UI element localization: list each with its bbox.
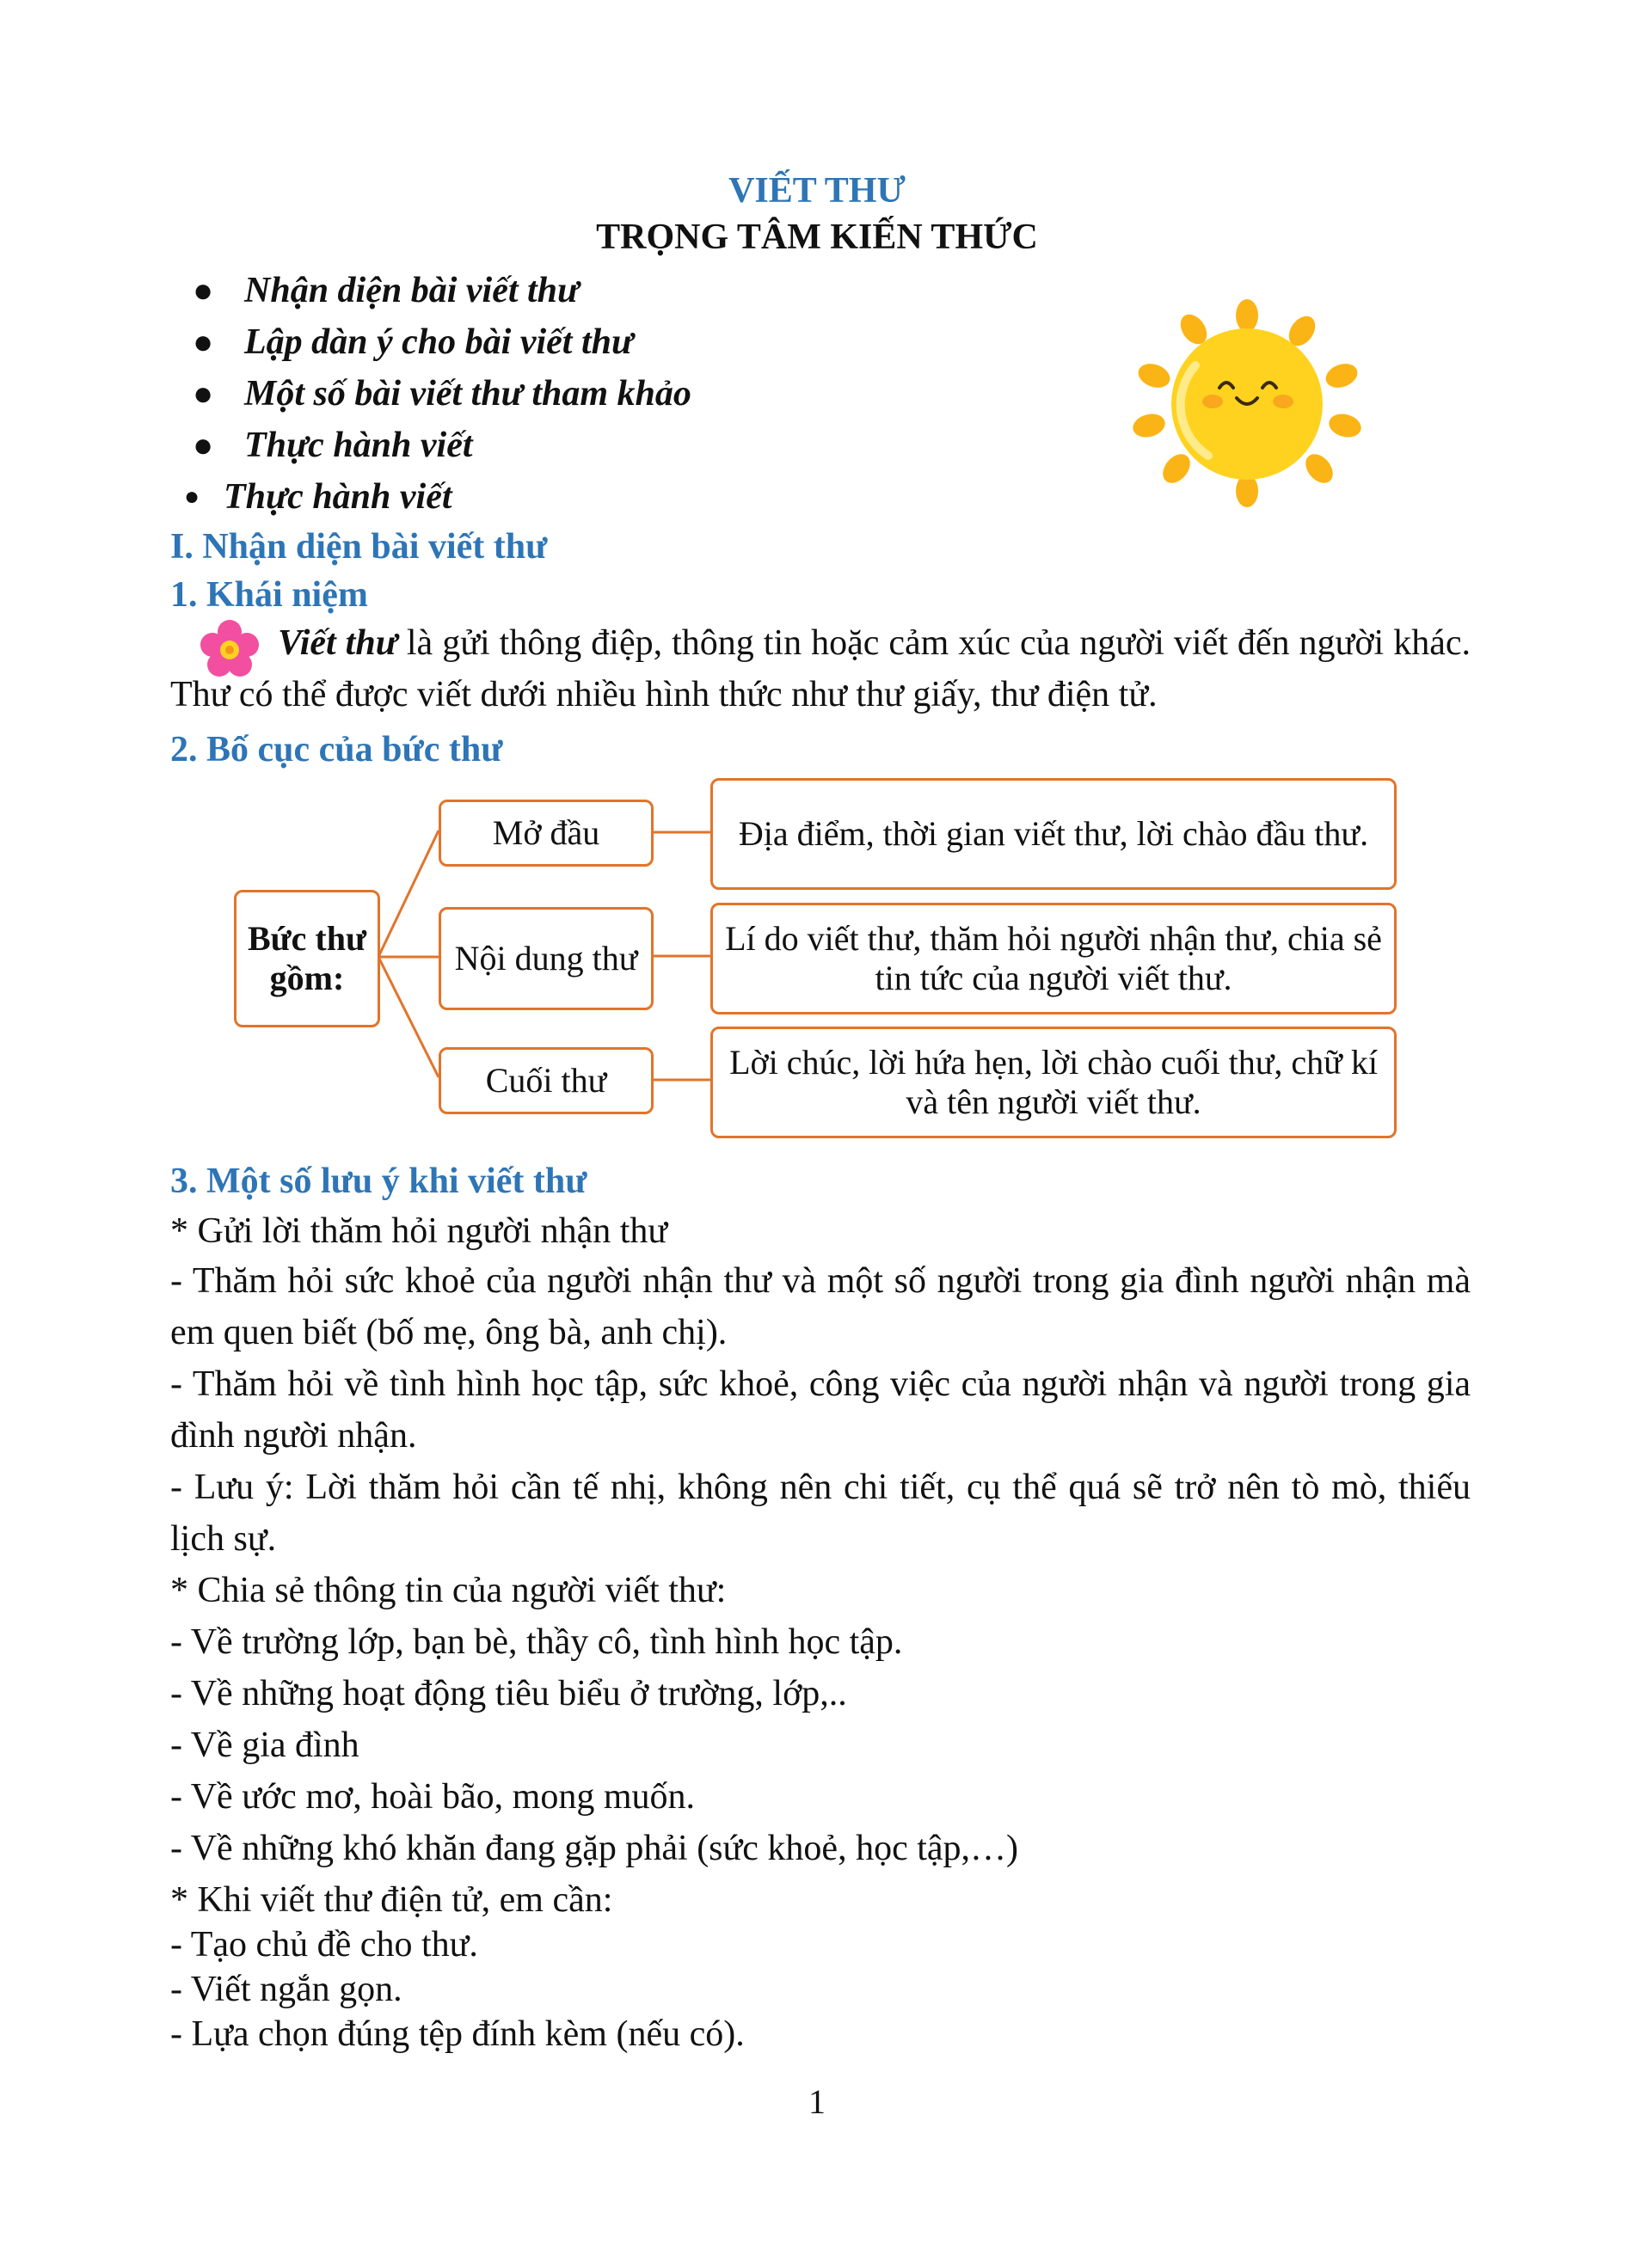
- diagram-part-body: Nội dung thư: [439, 907, 654, 1010]
- bullet-icon: ●: [193, 374, 214, 413]
- section-heading: I. Nhận diện bài viết thư: [170, 527, 548, 567]
- bullet-icon: ●: [193, 322, 214, 361]
- page-subtitle: TRỌNG TÂM KIẾN THỨC: [596, 218, 1038, 257]
- bullet-item: Lập dàn ý cho bài viết thư: [244, 322, 634, 362]
- subsection-heading: 1. Khái niệm: [170, 575, 368, 615]
- note-paragraph: - Thăm hỏi về tình hình học tập, sức khoẻ, công việc của người nhận và người trong gia đình người nhận.: [170, 1364, 1471, 1456]
- note-line: * Chia sẻ thông tin của người viết thư:: [170, 1571, 727, 1610]
- definition-term: Viết thư: [278, 623, 397, 663]
- bullet-item: Nhận diện bài viết thư: [244, 271, 580, 310]
- page-number: 1: [808, 2082, 826, 2121]
- subsection-heading: 2. Bố cục của bức thư: [170, 730, 503, 769]
- note-line: - Lựa chọn đúng tệp đính kèm (nếu có).: [170, 2014, 745, 2054]
- note-line: - Về những hoạt động tiêu biểu ở trường, lớp,..: [170, 1674, 847, 1713]
- bullet-item: Thực hành viết: [244, 426, 473, 465]
- note-line: - Về ước mơ, hoài bão, mong muốn.: [170, 1777, 695, 1817]
- diagram-detail-opening: Địa điểm, thời gian viết thư, lời chào đầu thư.: [710, 778, 1397, 890]
- subsection-heading: 3. Một số lưu ý khi viết thư: [170, 1162, 587, 1201]
- page-title: VIẾT THƯ: [728, 171, 906, 211]
- note-paragraph: - Lưu ý: Lời thăm hỏi cần tế nhị, không nên chi tiết, cụ thể quá sẽ trở nên tò mò, thiếu lịch sự.: [170, 1468, 1471, 1559]
- definition-text: là gửi thông điệp, thông tin hoặc cảm xúc của người viết đến người khác. Thư có thể được viết dưới nhiều hình thức như thư giấy, thư điện tử.: [170, 623, 1471, 714]
- bullet-icon: ●: [193, 426, 214, 464]
- note-line: - Về trường lớp, bạn bè, thầy cô, tình hình học tập.: [170, 1622, 903, 1662]
- bullet-item: Một số bài viết thư tham khảo: [244, 374, 691, 414]
- note-line: * Khi viết thư điện tử, em cần:: [170, 1880, 613, 1920]
- note-line: - Về những khó khăn đang gặp phải (sức khoẻ, học tập,…): [170, 1829, 1019, 1868]
- bullet-icon: ●: [184, 482, 200, 511]
- diagram-detail-body: Lí do viết thư, thăm hỏi người nhận thư, chia sẻ tin tức của người viết thư.: [710, 903, 1397, 1014]
- diagram-detail-closing: Lời chúc, lời hứa hẹn, lời chào cuối thư, chữ kí và tên người viết thư.: [710, 1027, 1397, 1138]
- bullet-icon: ●: [193, 271, 214, 310]
- note-line: - Về gia đình: [170, 1726, 359, 1765]
- diagram-part-closing: Cuối thư: [439, 1047, 654, 1114]
- diagram-root: Bức thư gồm:: [234, 890, 380, 1027]
- diagram-part-opening: Mở đầu: [439, 800, 654, 867]
- note-line: - Viết ngắn gọn.: [170, 1970, 402, 2009]
- note-line: * Gửi lời thăm hỏi người nhận thư: [170, 1211, 668, 1251]
- bullet-item: Thực hành viết: [224, 477, 452, 517]
- note-paragraph: - Thăm hỏi sức khoẻ của người nhận thư và một số người trong gia đình người nhận mà em quen biết (bố mẹ, ông bà, anh chị).: [170, 1261, 1471, 1352]
- note-line: - Tạo chủ đề cho thư.: [170, 1925, 478, 1965]
